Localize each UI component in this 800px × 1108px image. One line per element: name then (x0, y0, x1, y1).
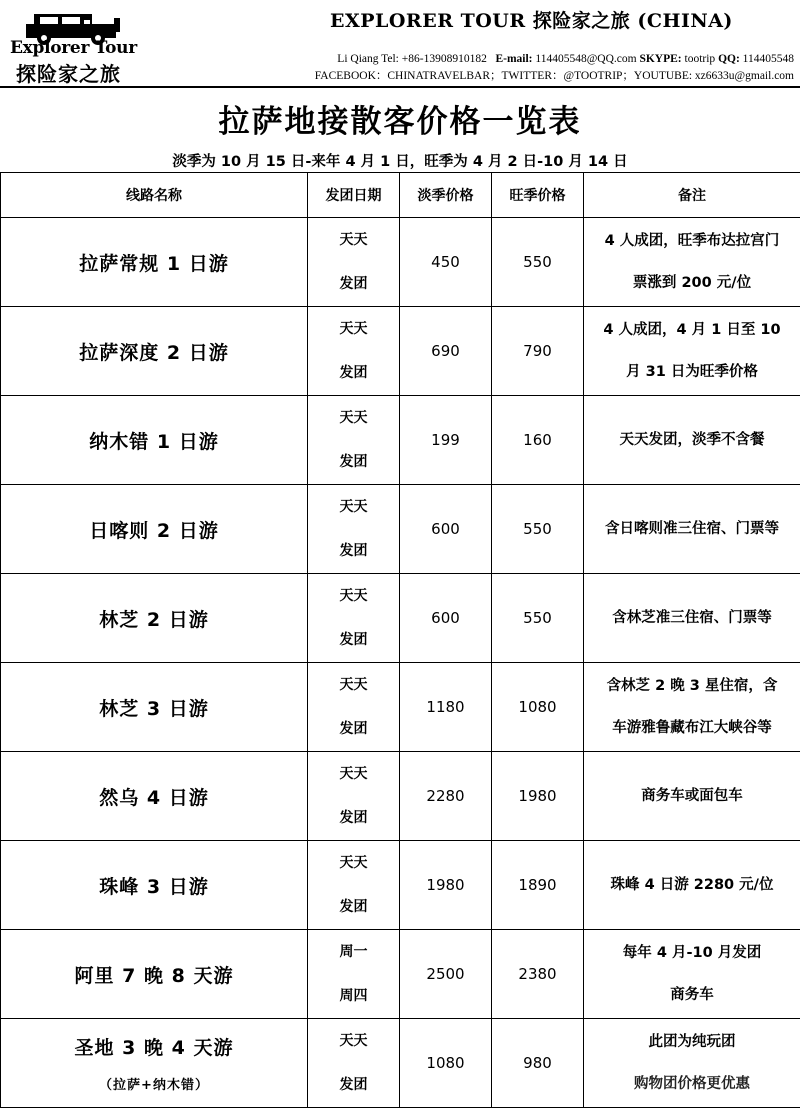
route-name-text: 圣地 3 晚 4 天游 (75, 1037, 234, 1059)
route-name-text: 拉萨常规 1 日游 (79, 253, 228, 275)
table-row (1, 218, 800, 307)
low-season-price: 1180 (400, 663, 492, 752)
departure-cell (308, 663, 400, 752)
route-name (1, 663, 308, 752)
departure-cell (308, 930, 400, 1019)
skype-label: SKYPE: (639, 53, 681, 65)
route-name (1, 752, 308, 841)
high-season-price: 980 (492, 1019, 584, 1108)
price-table (0, 172, 800, 1108)
table-header-row (1, 173, 800, 218)
high-season-price: 1080 (492, 663, 584, 752)
route-name-text: 然乌 4 日游 (99, 787, 208, 809)
route-subtitle: （拉萨+纳木错） (1, 1074, 307, 1093)
notes-cell (584, 307, 800, 396)
departure-line-2: 发团 (308, 529, 399, 573)
route-name (1, 485, 308, 574)
route-name (1, 574, 308, 663)
route-name (1, 307, 308, 396)
high-season-price: 790 (492, 307, 584, 396)
contact-line-1 (315, 51, 794, 68)
departure-cell (308, 485, 400, 574)
departure-line-2: 发团 (308, 262, 399, 306)
email-label: E-mail: (495, 53, 532, 65)
departure-line-2: 发团 (308, 618, 399, 662)
note-line-1: 4 人成团，4 月 1 日至 10 (584, 309, 800, 351)
explorer-tour-logo (6, 6, 144, 82)
column-header-notes: 备注 (584, 173, 800, 218)
departure-line-1: 天天 (308, 574, 399, 618)
table-row (1, 663, 800, 752)
high-season-price: 2380 (492, 930, 584, 1019)
table-row (1, 396, 800, 485)
route-name-text: 拉萨深度 2 日游 (79, 342, 228, 364)
notes-cell (584, 574, 800, 663)
notes-cell (584, 841, 800, 930)
departure-cell (308, 841, 400, 930)
departure-line-1: 天天 (308, 1019, 399, 1063)
company-name: EXPLORER TOUR 探险家之旅 (CHINA) (330, 6, 795, 33)
notes-cell (584, 396, 800, 485)
column-header-route: 线路名称 (1, 173, 308, 218)
table-row (1, 574, 800, 663)
high-season-price: 160 (492, 396, 584, 485)
low-season-price: 1980 (400, 841, 492, 930)
contact-name-phone: Li Qiang Tel: +86-13908910182 (337, 53, 487, 65)
low-season-price: 2280 (400, 752, 492, 841)
table-row (1, 841, 800, 930)
table-row (1, 930, 800, 1019)
note-line-1: 天天发团，淡季不含餐 (584, 419, 800, 461)
departure-line-1: 周一 (308, 930, 399, 974)
departure-line-2: 发团 (308, 351, 399, 395)
note-line-2: 购物团价格更优惠 (584, 1063, 800, 1105)
departure-cell (308, 752, 400, 841)
email-value[interactable]: 114405548@QQ.com (535, 53, 636, 65)
route-name-text: 阿里 7 晚 8 天游 (75, 965, 234, 987)
departure-line-1: 天天 (308, 663, 399, 707)
departure-cell (308, 574, 400, 663)
route-name (1, 841, 308, 930)
departure-line-2: 发团 (308, 1063, 399, 1107)
note-line-2: 票涨到 200 元/位 (584, 262, 800, 304)
low-season-price: 600 (400, 485, 492, 574)
route-name (1, 396, 308, 485)
departure-line-1: 天天 (308, 485, 399, 529)
route-name (1, 1019, 308, 1108)
page-title: 拉萨地接散客价格一览表 (0, 96, 800, 141)
high-season-price: 1980 (492, 752, 584, 841)
column-header-low-season: 淡季价格 (400, 173, 492, 218)
table-row (1, 485, 800, 574)
departure-line-1: 天天 (308, 841, 399, 885)
departure-cell (308, 218, 400, 307)
departure-line-2: 发团 (308, 707, 399, 751)
column-header-high-season: 旺季价格 (492, 173, 584, 218)
page-header (0, 0, 800, 88)
skype-value: tootrip (685, 53, 716, 65)
route-name-text: 林芝 2 日游 (99, 609, 208, 631)
departure-line-1: 天天 (308, 396, 399, 440)
departure-line-2: 发团 (308, 796, 399, 840)
route-name (1, 218, 308, 307)
notes-cell (584, 752, 800, 841)
notes-cell (584, 663, 800, 752)
contact-info (315, 51, 794, 85)
table-row (1, 307, 800, 396)
low-season-price: 199 (400, 396, 492, 485)
low-season-price: 450 (400, 218, 492, 307)
notes-cell (584, 1019, 800, 1108)
high-season-price: 550 (492, 485, 584, 574)
notes-cell (584, 485, 800, 574)
route-name-text: 珠峰 3 日游 (99, 876, 208, 898)
departure-line-2: 周四 (308, 974, 399, 1018)
departure-cell (308, 396, 400, 485)
qq-value: 114405548 (743, 53, 794, 65)
high-season-price: 550 (492, 218, 584, 307)
departure-line-1: 天天 (308, 307, 399, 351)
departure-line-1: 天天 (308, 752, 399, 796)
note-line-1: 含日喀则准三住宿、门票等 (584, 508, 800, 550)
departure-cell (308, 307, 400, 396)
table-row (1, 1019, 800, 1108)
departure-line-2: 发团 (308, 885, 399, 929)
note-line-1: 商务车或面包车 (584, 775, 800, 817)
departure-line-2: 发团 (308, 440, 399, 484)
high-season-price: 550 (492, 574, 584, 663)
qq-label: QQ: (718, 53, 740, 65)
low-season-price: 600 (400, 574, 492, 663)
high-season-price: 1890 (492, 841, 584, 930)
route-name-text: 纳木错 1 日游 (89, 431, 218, 453)
route-name-text: 日喀则 2 日游 (89, 520, 218, 542)
route-name-text: 林芝 3 日游 (99, 698, 208, 720)
note-line-1: 每年 4 月-10 月发团 (584, 932, 800, 974)
notes-cell (584, 930, 800, 1019)
logo-text-english: Explorer Tour (10, 38, 137, 58)
departure-line-1: 天天 (308, 218, 399, 262)
low-season-price: 2500 (400, 930, 492, 1019)
header-divider (0, 86, 800, 88)
note-line-1: 此团为纯玩团 (584, 1021, 800, 1063)
season-subtitle: 淡季为 10 月 15 日-来年 4 月 1 日，旺季为 4 月 2 日-10 月 14 日 (0, 150, 800, 171)
note-line-2: 月 31 日为旺季价格 (584, 351, 800, 393)
note-line-2: 商务车 (584, 974, 800, 1016)
low-season-price: 1080 (400, 1019, 492, 1108)
note-line-1: 珠峰 4 日游 2280 元/位 (584, 864, 800, 906)
note-line-1: 4 人成团，旺季布达拉宫门 (584, 220, 800, 262)
column-header-departure: 发团日期 (308, 173, 400, 218)
notes-cell (584, 218, 800, 307)
route-name (1, 930, 308, 1019)
table-row (1, 752, 800, 841)
contact-line-2: FACEBOOK：CHINATRAVELBAR；TWITTER：@TOOTRIP；YOUTUBE: xz6633u@gmail.com (315, 68, 794, 85)
logo-text-chinese: 探险家之旅 (16, 58, 121, 87)
low-season-price: 690 (400, 307, 492, 396)
departure-cell (308, 1019, 400, 1108)
note-line-1: 含林芝准三住宿、门票等 (584, 597, 800, 639)
note-line-2: 车游雅鲁藏布江大峡谷等 (584, 707, 800, 749)
note-line-1: 含林芝 2 晚 3 星住宿，含 (584, 665, 800, 707)
